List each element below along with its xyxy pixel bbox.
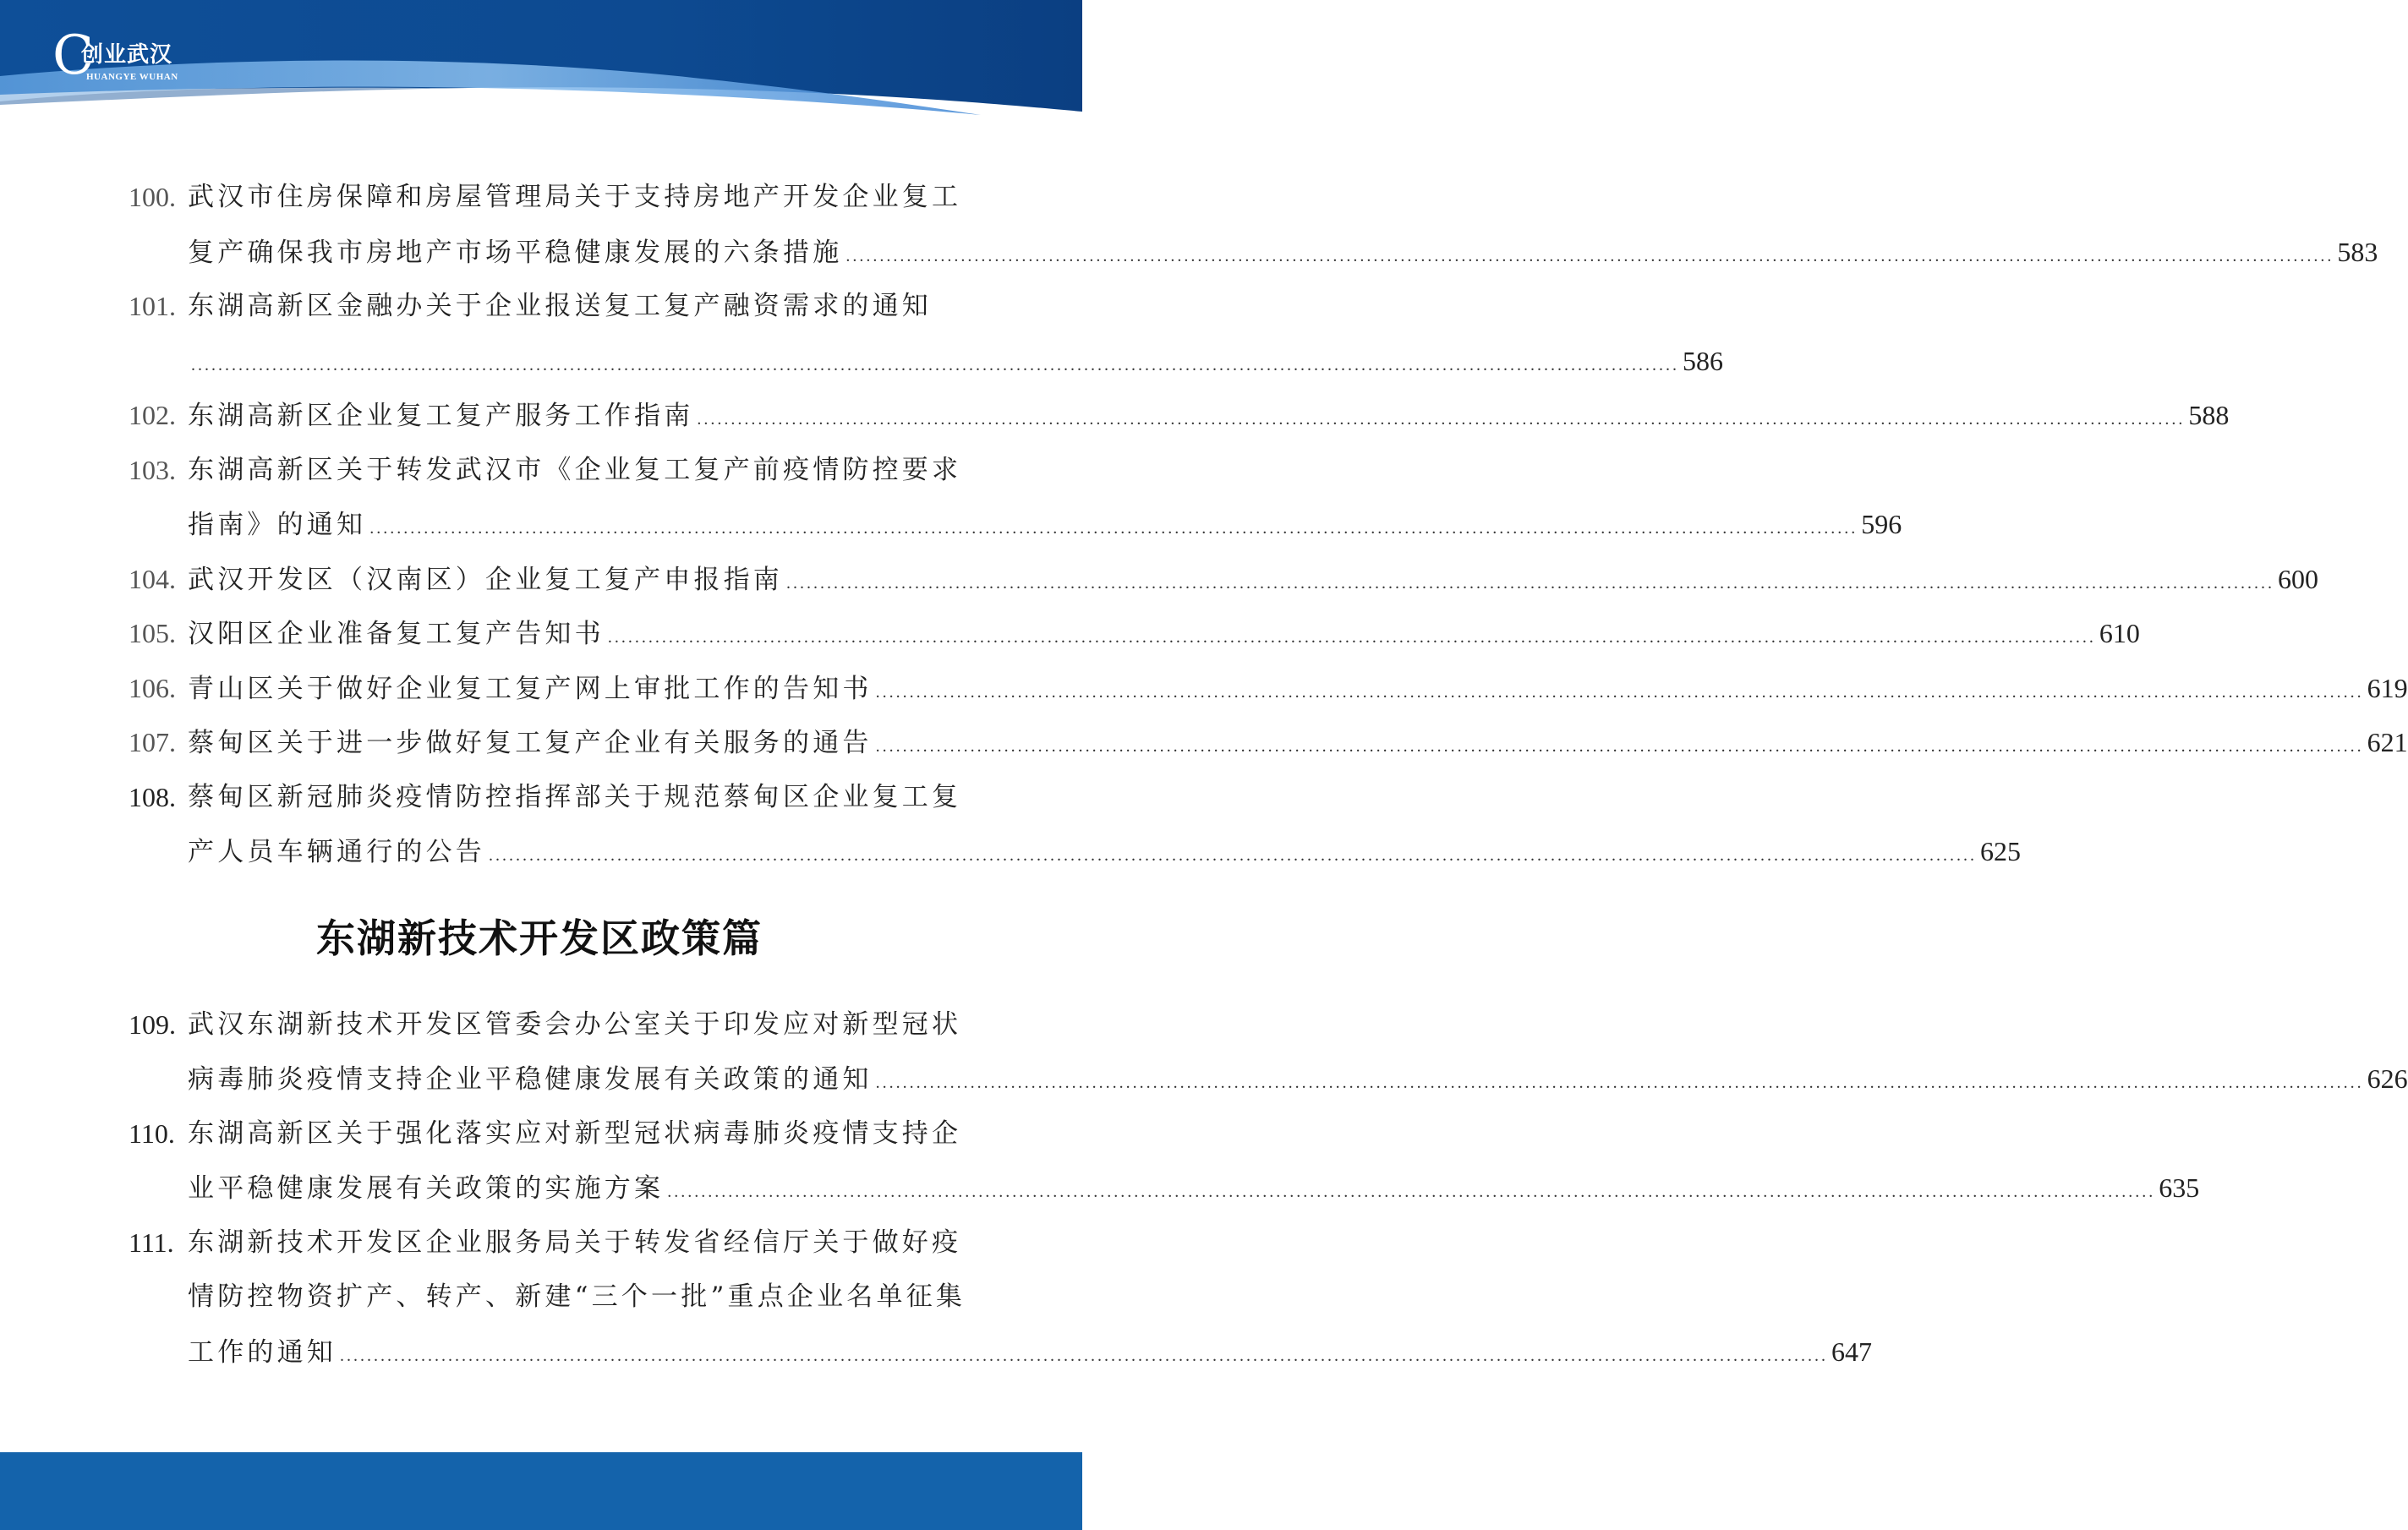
page-header xyxy=(0,0,1082,118)
toc-part-1 xyxy=(129,170,2408,879)
toc-entry[interactable] xyxy=(129,770,2021,879)
toc-entry-title: 工作的通知 xyxy=(188,1336,337,1368)
toc-entry-page-number: 596 xyxy=(1861,509,1902,539)
logo-chinese-text: 创业武汉 xyxy=(81,42,173,68)
toc-entry-title: 蔡甸区关于进一步做好复工复产企业有关服务的通告 xyxy=(188,728,873,758)
toc-entry-leader-line xyxy=(188,334,1723,389)
toc-entry-leader-line xyxy=(188,225,2378,280)
dot-leader: ............................................................................................................................................................................................................................ xyxy=(786,573,2274,593)
toc-entry-title: 青山区关于做好企业复工复产网上审批工作的告知书 xyxy=(188,673,873,704)
toc-entry-title: 指南》的通知 xyxy=(188,510,367,540)
dot-leader: ............................................................................................................................................................................................................................ xyxy=(875,1074,2364,1092)
toc-entry-leader-line xyxy=(188,661,2408,716)
toc-entry[interactable] xyxy=(129,661,2408,716)
toc-entry-line xyxy=(129,1107,962,1161)
section-title: 东湖新技术开发区政策篇 xyxy=(316,915,763,961)
toc-entry-page-number: 610 xyxy=(2099,618,2140,648)
toc-entry-number: 108. xyxy=(129,781,176,812)
toc-entry-title: 武汉市住房保障和房屋管理局关于支持房地产开发企业复工 xyxy=(188,182,962,212)
toc-entry-title: 产人员车辆通行的公告 xyxy=(188,837,485,867)
toc-entry-page-number: 621 xyxy=(2367,727,2408,757)
toc-entry-leader-line xyxy=(188,1052,2408,1107)
toc-entry-line xyxy=(129,1216,962,1270)
dot-leader: ............................................................................................................................................................................................................................ xyxy=(607,628,2096,647)
toc-entry-number: 109. xyxy=(129,1008,176,1040)
toc-entry-leader-line xyxy=(188,606,2140,661)
toc-entry-line xyxy=(129,1052,2408,1107)
toc-entry-title: 东湖高新区关于强化落实应对新型冠状病毒肺炎疫情支持企 xyxy=(188,1117,962,1149)
toc-entry-line xyxy=(129,824,2021,879)
toc-entry[interactable] xyxy=(129,997,2408,1107)
toc-entry-line xyxy=(129,334,1723,389)
toc-entry-number: 107. xyxy=(129,727,176,757)
toc-entry-title: 东湖高新区企业复工复产服务工作指南 xyxy=(188,401,694,431)
toc-entry[interactable] xyxy=(129,1107,2200,1216)
toc-entry-leader-line xyxy=(188,497,1902,552)
toc-part-2 xyxy=(129,997,2408,1380)
dot-leader: ............................................................................................................................................................................................................................ xyxy=(875,737,2364,756)
toc-entry-title: 病毒肺炎疫情支持企业平稳健康发展有关政策的通知 xyxy=(188,1064,873,1095)
toc-entry-line xyxy=(129,443,962,498)
toc-entry[interactable] xyxy=(129,606,2140,661)
toc-entry-line xyxy=(129,715,2408,770)
dot-leader: ............................................................................................................................................................................................................................ xyxy=(875,682,2364,702)
toc-entry-line xyxy=(129,388,2230,443)
toc-entry-leader-line xyxy=(188,1161,2200,1216)
toc-entry-line xyxy=(129,1325,1872,1380)
toc-entry-number: 110. xyxy=(129,1117,175,1149)
dot-leader: ............................................................................................................................................................................................................................ xyxy=(846,246,2334,265)
toc-entry-line xyxy=(129,1161,2200,1216)
dot-leader: ............................................................................................................................................................................................................................ xyxy=(369,519,1858,538)
toc-entry-page-number: 586 xyxy=(1683,345,1723,376)
toc-entry-page-number: 588 xyxy=(2188,400,2230,430)
toc-entry-number: 103. xyxy=(129,454,176,485)
toc-entry-page-number: 626 xyxy=(2367,1063,2408,1094)
toc-entry-leader-line xyxy=(188,388,2230,443)
toc-entry-line xyxy=(129,770,962,825)
toc-entry-number: 111. xyxy=(129,1227,174,1258)
toc-entry[interactable] xyxy=(129,715,2408,770)
logo xyxy=(52,25,222,95)
toc-entry-title: 复产确保我市房地产市场平稳健康发展的六条措施 xyxy=(188,237,843,268)
toc-entry-title: 情防控物资扩产、转产、新建“三个一批”重点企业名单征集 xyxy=(188,1281,966,1312)
toc-entry[interactable] xyxy=(129,388,2230,443)
toc-entry-title: 东湖高新区金融办关于企业报送复工复产融资需求的通知 xyxy=(188,291,932,321)
toc-entry[interactable] xyxy=(129,279,1723,388)
toc-entry[interactable] xyxy=(129,552,2318,607)
toc-entry-number: 105. xyxy=(129,618,176,648)
toc-entry-number: 101. xyxy=(129,291,176,321)
toc-entry-leader-line xyxy=(188,552,2318,607)
toc-entry-line xyxy=(129,497,1902,552)
dot-leader: ............................................................................................................................................................................................................................ xyxy=(667,1183,2156,1201)
toc-entry-line xyxy=(129,279,950,334)
toc-entry-line xyxy=(129,997,962,1052)
toc-entry[interactable] xyxy=(129,170,2378,279)
toc-entry-title: 蔡甸区新冠肺炎疫情防控指挥部关于规范蔡甸区企业复工复 xyxy=(188,781,962,812)
toc-entry-title: 业平稳健康发展有关政策的实施方案 xyxy=(188,1173,665,1204)
table-of-contents xyxy=(129,170,2408,1379)
dot-leader: ............................................................................................................................................................................................................................ xyxy=(697,410,2186,429)
toc-entry-line xyxy=(129,606,2140,661)
toc-entry-page-number: 600 xyxy=(2278,563,2318,594)
toc-entry-number: 100. xyxy=(129,182,176,212)
toc-entry-leader-line xyxy=(188,715,2408,770)
toc-entry-line xyxy=(129,661,2408,716)
toc-entry-line xyxy=(129,170,962,225)
toc-entry-page-number: 583 xyxy=(2337,236,2378,267)
toc-entry-number: 106. xyxy=(129,672,176,703)
toc-entry-title: 武汉东湖新技术开发区管委会办公室关于印发应对新型冠状 xyxy=(188,1008,962,1040)
logo-letter: C xyxy=(52,25,94,87)
toc-entry-number: 102. xyxy=(129,400,176,430)
toc-entry-title: 武汉开发区（汉南区）企业复工复产申报指南 xyxy=(188,564,783,595)
dot-leader: ............................................................................................................................................................................................................................ xyxy=(489,846,1977,865)
logo-english-text: HUANGYE WUHAN xyxy=(86,72,178,82)
toc-entry-line xyxy=(129,225,2378,280)
toc-entry-number: 104. xyxy=(129,563,176,594)
toc-entry-line xyxy=(129,1270,966,1325)
dot-leader: ............................................................................................................................................................................................................................ xyxy=(191,355,1679,374)
toc-entry-leader-line xyxy=(188,1325,1872,1380)
toc-entry-line xyxy=(129,552,2318,607)
toc-entry-page-number: 647 xyxy=(1831,1336,1872,1367)
toc-entry-title: 东湖新技术开发区企业服务局关于转发省经信厅关于做好疫 xyxy=(188,1227,962,1258)
toc-entry-title: 东湖高新区关于转发武汉市《企业复工复产前疫情防控要求 xyxy=(188,454,962,485)
toc-entry[interactable] xyxy=(129,1216,1872,1380)
toc-entry-page-number: 635 xyxy=(2159,1172,2200,1203)
toc-entry-leader-line xyxy=(188,824,2021,879)
dot-leader: ............................................................................................................................................................................................................................ xyxy=(340,1346,1828,1365)
page-footer-band xyxy=(0,1452,1082,1530)
toc-entry[interactable] xyxy=(129,443,1902,552)
toc-entry-title: 汉阳区企业准备复工复产告知书 xyxy=(188,619,605,649)
toc-entry-page-number: 619 xyxy=(2367,672,2408,703)
toc-entry-page-number: 625 xyxy=(1980,836,2021,866)
